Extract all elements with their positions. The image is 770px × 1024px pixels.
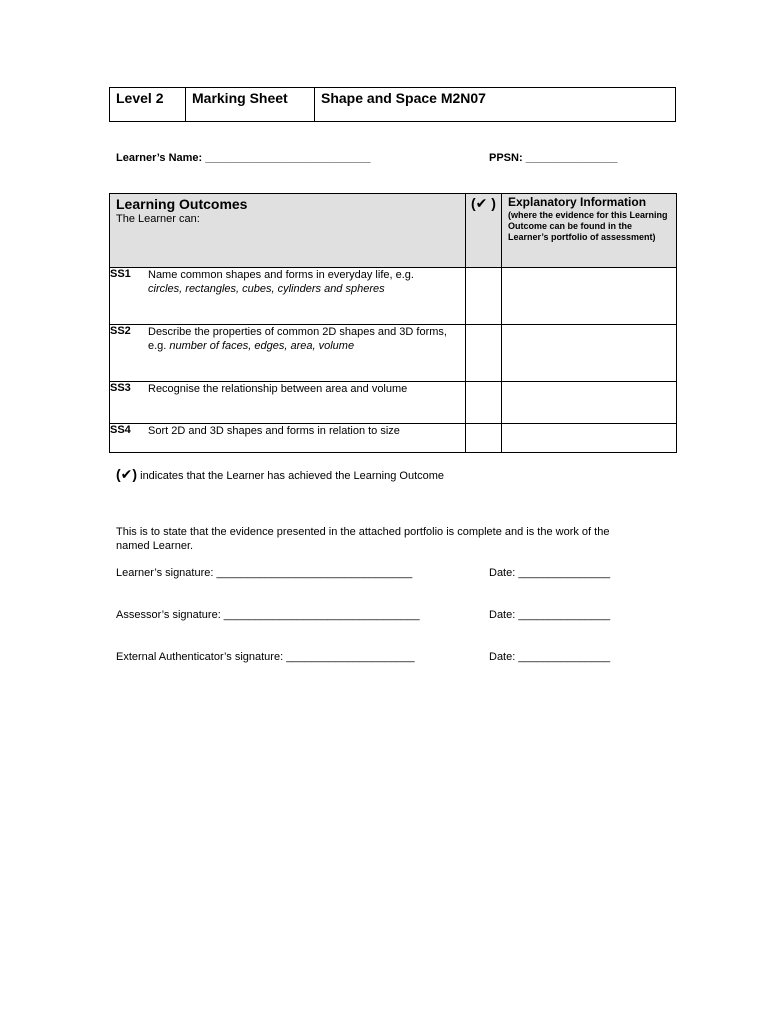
learner-date-field[interactable]: Date: _______________ bbox=[489, 567, 611, 579]
header-table bbox=[109, 87, 676, 122]
tick-header: (✔ ) bbox=[471, 195, 496, 211]
outcome-cell bbox=[110, 325, 466, 382]
outcome-text: Describe the properties of common 2D shapes and 3D forms, e.g. bbox=[148, 326, 447, 352]
tick-header-cell bbox=[466, 194, 502, 268]
learner-name-field[interactable]: Learner’s Name: ___________________________ bbox=[116, 152, 371, 164]
table-row bbox=[110, 325, 677, 382]
table-row bbox=[110, 382, 677, 424]
ppsn-field[interactable]: PPSN: _______________ bbox=[489, 152, 618, 164]
explanatory-title: Explanatory Information bbox=[508, 195, 647, 209]
tick-cell[interactable] bbox=[466, 382, 502, 424]
outcomes-subtitle: The Learner can: bbox=[116, 213, 200, 225]
outcome-cell bbox=[110, 424, 466, 453]
authenticator-date-field[interactable]: Date: _______________ bbox=[489, 651, 611, 663]
table-row bbox=[110, 424, 677, 453]
explanatory-cell[interactable] bbox=[502, 382, 677, 424]
declaration-statement: This is to state that the evidence presented in the attached portfolio is complete and is the work of the named Learner. bbox=[116, 526, 610, 552]
outcome-desc bbox=[148, 268, 448, 296]
tick-cell[interactable] bbox=[466, 424, 502, 453]
outcomes-title: Learning Outcomes bbox=[116, 196, 248, 212]
outcome-examples: number of faces, edges, area, volume bbox=[169, 340, 355, 352]
explanatory-cell[interactable] bbox=[502, 424, 677, 453]
module-cell: Shape and Space M2N07 bbox=[321, 90, 486, 106]
outcome-cell bbox=[110, 268, 466, 325]
legend-text: indicates that the Learner has achieved the Learning Outcome bbox=[137, 470, 445, 482]
outcome-text: Name common shapes and forms in everyday life, e.g. bbox=[148, 269, 414, 281]
outcome-desc bbox=[148, 325, 448, 353]
outcome-examples: circles, rectangles, cubes, cylinders and spheres bbox=[148, 283, 385, 295]
tick-cell[interactable] bbox=[466, 268, 502, 325]
outcomes-header-cell bbox=[110, 194, 466, 268]
outcome-desc bbox=[148, 424, 458, 438]
outcome-code: SS4 bbox=[110, 424, 131, 436]
outcome-code: SS2 bbox=[110, 325, 131, 337]
learner-signature-field[interactable]: Learner’s signature: ________________________________ bbox=[116, 567, 413, 579]
tick-cell[interactable] bbox=[466, 325, 502, 382]
table-row bbox=[110, 268, 677, 325]
table-header-row bbox=[110, 194, 677, 268]
outcome-text: Sort 2D and 3D shapes and forms in relation to size bbox=[148, 425, 400, 437]
explanatory-cell[interactable] bbox=[502, 325, 677, 382]
sheet-cell: Marking Sheet bbox=[186, 88, 315, 121]
tick-icon: (✔) bbox=[116, 466, 138, 482]
explanatory-header-cell bbox=[502, 194, 677, 268]
outcome-desc bbox=[148, 382, 448, 396]
assessor-signature-field[interactable]: Assessor’s signature: ________________________________ bbox=[116, 609, 420, 621]
explanatory-cell[interactable] bbox=[502, 268, 677, 325]
tick-legend bbox=[116, 466, 444, 483]
level-cell: Level 2 bbox=[110, 88, 186, 121]
learning-outcomes-table bbox=[109, 193, 677, 453]
outcome-code: SS1 bbox=[110, 268, 131, 280]
outcome-text: Recognise the relationship between area and volume bbox=[148, 383, 408, 395]
outcome-code: SS3 bbox=[110, 382, 131, 394]
explanatory-subtitle: (where the evidence for this Learning Outcome can be found in the Learner’s portfolio of assessment) bbox=[508, 210, 668, 242]
authenticator-signature-field[interactable]: External Authenticator’s signature: _____________________ bbox=[116, 651, 415, 663]
outcome-cell bbox=[110, 382, 466, 424]
assessor-date-field[interactable]: Date: _______________ bbox=[489, 609, 611, 621]
